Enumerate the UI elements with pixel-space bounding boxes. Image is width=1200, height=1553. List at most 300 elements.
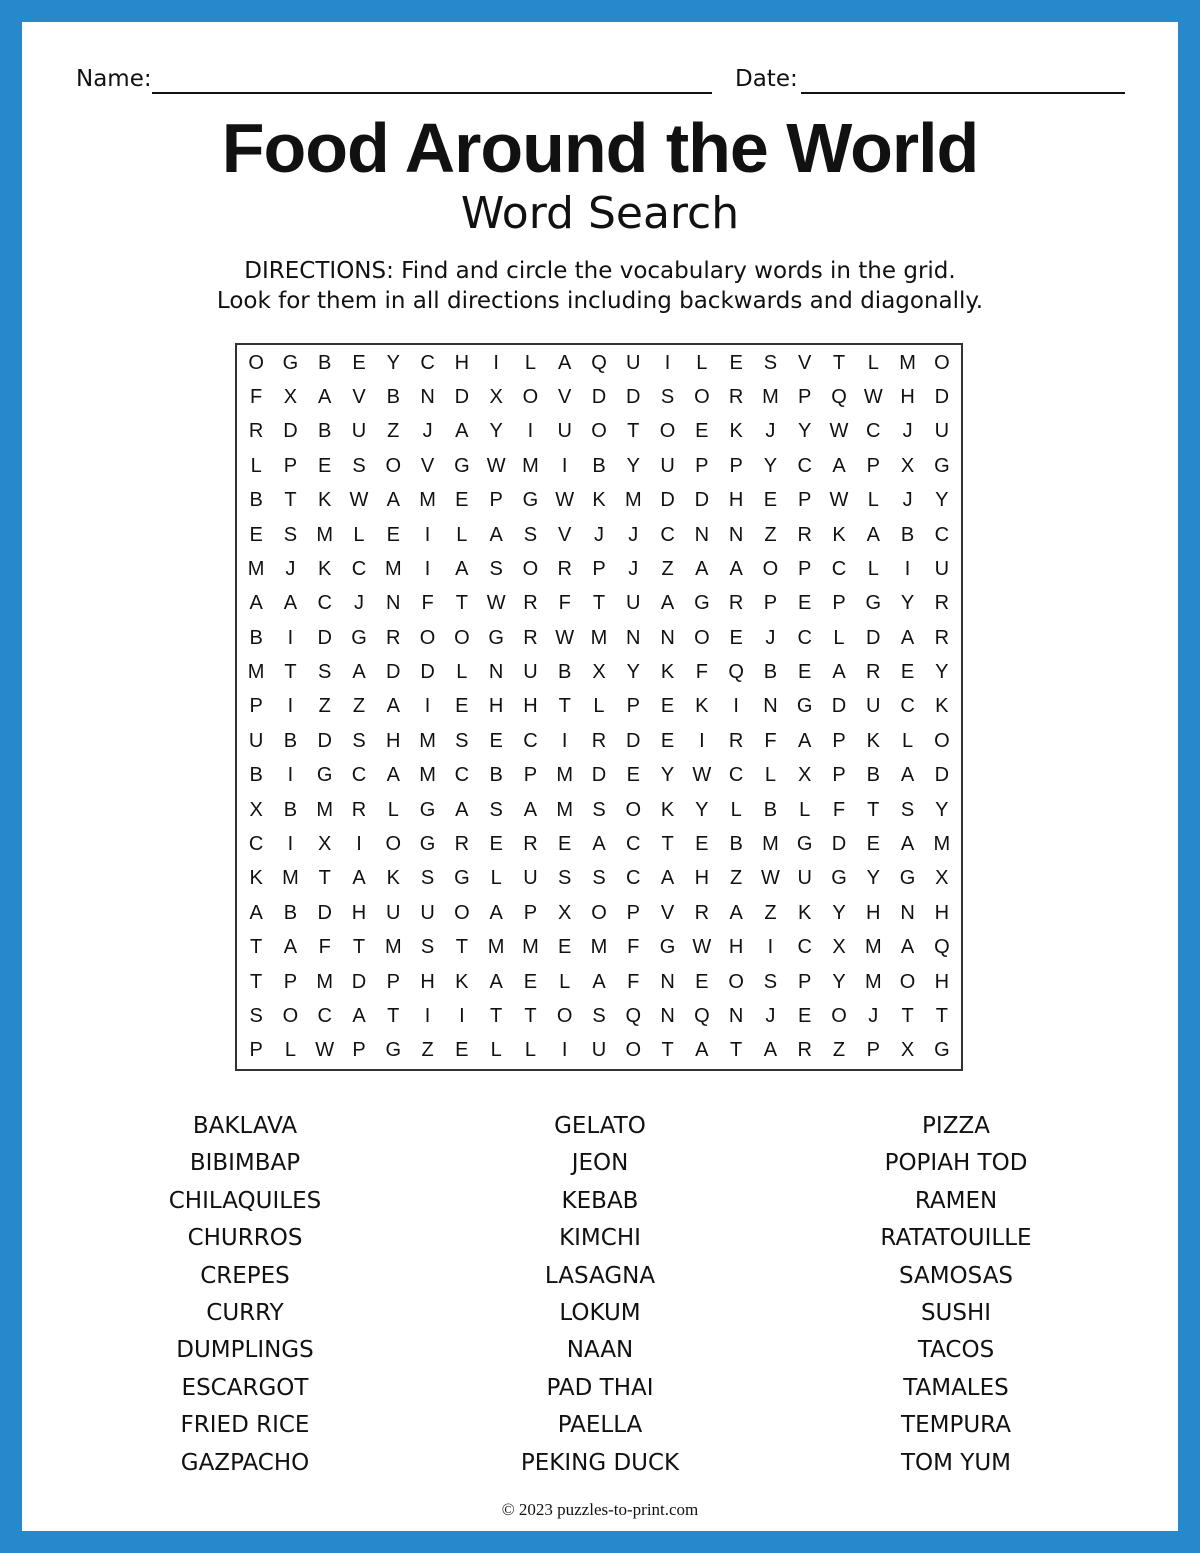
grid-letter[interactable]: W — [315, 1039, 335, 1062]
grid-letter[interactable]: X — [489, 386, 503, 409]
grid-letter[interactable]: I — [493, 351, 499, 374]
grid-letter[interactable]: E — [558, 833, 572, 856]
grid-letter[interactable]: Y — [626, 661, 640, 684]
grid-letter[interactable]: X — [249, 798, 263, 821]
grid-letter[interactable]: U — [934, 557, 950, 580]
grid-letter[interactable]: S — [489, 557, 503, 580]
grid-letter[interactable]: G — [419, 798, 436, 821]
grid-letter[interactable]: W — [829, 420, 849, 443]
grid-letter[interactable]: I — [733, 695, 739, 718]
grid-letter[interactable]: Z — [318, 695, 331, 718]
grid-letter[interactable]: L — [456, 523, 468, 546]
grid-letter[interactable]: L — [902, 729, 914, 752]
grid-letter[interactable]: A — [763, 1039, 778, 1062]
grid-letter[interactable]: I — [356, 833, 362, 856]
grid-letter[interactable]: C — [248, 833, 264, 856]
grid-letter[interactable]: P — [832, 729, 846, 752]
grid-letter[interactable]: H — [728, 489, 744, 512]
grid-letter[interactable]: A — [695, 557, 709, 580]
grid-letter[interactable]: L — [593, 695, 605, 718]
grid-letter[interactable]: Q — [934, 936, 950, 959]
grid-letter[interactable]: X — [900, 1039, 915, 1062]
grid-letter[interactable]: R — [934, 592, 950, 615]
grid-letter[interactable]: O — [591, 901, 607, 924]
grid-letter[interactable]: S — [283, 523, 298, 546]
grid-letter[interactable]: U — [591, 1039, 607, 1062]
grid-letter[interactable]: A — [798, 729, 812, 752]
grid-letter[interactable]: O — [762, 557, 779, 580]
grid-letter[interactable]: R — [694, 901, 710, 924]
grid-letter[interactable]: W — [486, 454, 506, 477]
grid-letter[interactable]: Y — [386, 351, 400, 374]
grid-letter[interactable]: M — [590, 626, 608, 649]
grid-letter[interactable]: K — [660, 661, 675, 684]
grid-letter[interactable]: E — [523, 970, 538, 993]
grid-letter[interactable]: A — [900, 626, 915, 649]
grid-letter[interactable]: M — [316, 523, 334, 546]
grid-letter[interactable]: B — [283, 901, 298, 924]
grid-letter[interactable]: M — [556, 798, 574, 821]
grid-letter[interactable]: G — [899, 867, 916, 890]
grid-letter[interactable]: O — [694, 626, 710, 649]
grid-letter[interactable]: X — [798, 764, 812, 787]
grid-letter[interactable]: I — [424, 695, 431, 718]
grid-letter[interactable]: Y — [763, 454, 778, 477]
grid-letter[interactable]: K — [318, 557, 332, 580]
grid-letter[interactable]: D — [283, 420, 298, 443]
grid-letter[interactable]: M — [590, 936, 608, 959]
grid-letter[interactable]: Z — [421, 1039, 434, 1062]
grid-letter[interactable]: E — [729, 626, 743, 649]
grid-letter[interactable]: C — [317, 1004, 332, 1027]
grid-letter[interactable]: M — [522, 454, 539, 477]
grid-letter[interactable]: P — [798, 970, 812, 993]
grid-letter[interactable]: O — [248, 351, 264, 374]
grid-letter[interactable]: N — [660, 970, 675, 993]
grid-letter[interactable]: A — [729, 557, 743, 580]
grid-letter[interactable]: P — [626, 695, 640, 718]
grid-letter[interactable]: Y — [935, 489, 949, 512]
grid-letter[interactable]: P — [695, 454, 709, 477]
grid-letter[interactable]: L — [490, 1039, 502, 1062]
grid-letter[interactable]: D — [831, 695, 847, 718]
grid-letter[interactable]: D — [934, 386, 950, 409]
grid-letter[interactable]: Z — [730, 867, 743, 890]
grid-letter[interactable]: T — [558, 695, 571, 718]
grid-letter[interactable]: Z — [352, 695, 366, 718]
grid-letter[interactable]: C — [626, 867, 641, 890]
grid-letter[interactable]: D — [591, 386, 607, 409]
grid-letter[interactable]: P — [763, 592, 778, 615]
grid-letter[interactable]: T — [455, 592, 468, 615]
grid-letter[interactable]: L — [490, 867, 502, 890]
grid-letter[interactable]: E — [626, 764, 640, 787]
grid-letter[interactable]: U — [420, 901, 435, 924]
grid-letter[interactable]: J — [628, 523, 639, 546]
grid-letter[interactable]: O — [454, 626, 470, 649]
grid-letter[interactable]: Q — [831, 386, 847, 409]
grid-letter[interactable]: N — [626, 626, 641, 649]
grid-letter[interactable]: M — [316, 970, 334, 993]
grid-letter[interactable]: H — [900, 386, 915, 409]
grid-letter[interactable]: F — [627, 970, 640, 993]
grid-letter[interactable]: M — [899, 351, 916, 374]
grid-letter[interactable]: M — [556, 764, 574, 787]
grid-letter[interactable]: P — [352, 1039, 366, 1062]
grid-letter[interactable]: T — [455, 936, 468, 959]
grid-letter[interactable]: Q — [694, 1004, 710, 1027]
grid-letter[interactable]: G — [522, 489, 539, 512]
grid-letter[interactable]: L — [833, 626, 845, 649]
grid-letter[interactable]: E — [660, 695, 675, 718]
grid-letter[interactable]: N — [488, 661, 504, 684]
grid-letter[interactable]: A — [832, 661, 846, 684]
grid-letter[interactable]: D — [386, 661, 401, 684]
grid-letter[interactable]: T — [318, 867, 331, 890]
grid-letter[interactable]: I — [767, 936, 774, 959]
grid-letter[interactable]: H — [488, 695, 504, 718]
grid-letter[interactable]: O — [522, 386, 539, 409]
grid-letter[interactable]: A — [489, 523, 503, 546]
grid-letter[interactable]: U — [626, 592, 641, 615]
grid-letter[interactable]: X — [935, 867, 949, 890]
grid-letter[interactable]: T — [490, 1004, 503, 1027]
grid-letter[interactable]: V — [798, 351, 812, 374]
grid-letter[interactable]: I — [287, 833, 294, 856]
grid-letter[interactable]: D — [351, 970, 367, 993]
grid-letter[interactable]: E — [455, 1039, 469, 1062]
grid-letter[interactable]: T — [867, 798, 880, 821]
grid-letter[interactable]: D — [626, 386, 641, 409]
grid-letter[interactable]: O — [625, 1039, 642, 1062]
grid-letter[interactable]: F — [627, 936, 640, 959]
grid-letter[interactable]: V — [660, 901, 675, 924]
grid-letter[interactable]: P — [489, 489, 503, 512]
grid-letter[interactable]: I — [664, 351, 671, 374]
grid-letter[interactable]: Y — [626, 454, 640, 477]
grid-letter[interactable]: N — [660, 626, 675, 649]
grid-letter[interactable]: T — [250, 970, 263, 993]
grid-letter[interactable]: A — [592, 833, 606, 856]
grid-letter[interactable]: U — [866, 695, 881, 718]
grid-letter[interactable]: Z — [764, 901, 777, 924]
grid-letter[interactable]: P — [386, 970, 400, 993]
grid-letter[interactable]: B — [558, 661, 572, 684]
grid-letter[interactable]: S — [489, 798, 503, 821]
grid-letter[interactable]: I — [424, 1004, 431, 1027]
grid-letter[interactable]: N — [386, 592, 401, 615]
grid-letter[interactable]: E — [489, 833, 503, 856]
grid-letter[interactable]: S — [558, 867, 572, 890]
grid-letter[interactable]: I — [527, 420, 534, 443]
grid-letter[interactable]: O — [934, 351, 950, 374]
grid-letter[interactable]: I — [699, 729, 705, 752]
grid-letter[interactable]: O — [831, 1004, 847, 1027]
grid-letter[interactable]: T — [352, 936, 366, 959]
grid-letter[interactable]: Y — [935, 798, 949, 821]
grid-letter[interactable]: J — [285, 557, 296, 580]
grid-letter[interactable]: T — [901, 1004, 914, 1027]
grid-letter[interactable]: E — [352, 351, 366, 374]
grid-letter[interactable]: D — [866, 626, 881, 649]
grid-letter[interactable]: D — [934, 764, 950, 787]
grid-letter[interactable]: T — [661, 833, 674, 856]
grid-letter[interactable]: C — [797, 454, 812, 477]
grid-letter[interactable]: L — [799, 798, 811, 821]
grid-letter[interactable]: S — [352, 454, 366, 477]
grid-letter[interactable]: Y — [935, 661, 949, 684]
grid-letter[interactable]: A — [283, 592, 298, 615]
grid-letter[interactable]: K — [318, 489, 332, 512]
grid-letter[interactable]: J — [628, 557, 639, 580]
grid-letter[interactable]: S — [660, 386, 675, 409]
grid-letter[interactable]: J — [422, 420, 433, 443]
grid-letter[interactable]: O — [625, 798, 642, 821]
grid-letter[interactable]: Y — [900, 592, 915, 615]
grid-letter[interactable]: H — [351, 901, 367, 924]
grid-letter[interactable]: R — [523, 833, 538, 856]
grid-letter[interactable]: R — [386, 626, 401, 649]
grid-letter[interactable]: D — [317, 901, 332, 924]
grid-letter[interactable]: E — [695, 420, 709, 443]
grid-letter[interactable]: L — [456, 661, 468, 684]
grid-letter[interactable]: T — [935, 1004, 948, 1027]
grid-letter[interactable]: I — [287, 764, 294, 787]
grid-letter[interactable]: O — [899, 970, 916, 993]
grid-letter[interactable]: W — [555, 626, 575, 649]
grid-letter[interactable]: C — [351, 557, 367, 580]
grid-letter[interactable]: H — [420, 970, 435, 993]
grid-letter[interactable]: E — [660, 729, 675, 752]
grid-letter[interactable]: C — [660, 523, 675, 546]
grid-letter[interactable]: P — [729, 454, 743, 477]
grid-letter[interactable]: R — [728, 592, 744, 615]
grid-letter[interactable]: C — [626, 833, 641, 856]
grid-letter[interactable]: M — [419, 729, 436, 752]
grid-letter[interactable]: A — [249, 592, 263, 615]
grid-letter[interactable]: O — [385, 454, 402, 477]
grid-letter[interactable]: S — [420, 867, 435, 890]
grid-letter[interactable]: O — [522, 557, 539, 580]
grid-letter[interactable]: M — [624, 489, 642, 512]
grid-letter[interactable]: S — [592, 867, 606, 890]
grid-letter[interactable]: A — [455, 420, 469, 443]
grid-letter[interactable]: P — [283, 454, 298, 477]
grid-letter[interactable]: G — [694, 592, 710, 615]
grid-letter[interactable]: U — [248, 729, 264, 752]
grid-letter[interactable]: K — [935, 695, 949, 718]
grid-letter[interactable]: S — [592, 1004, 606, 1027]
grid-letter[interactable]: A — [386, 695, 400, 718]
grid-letter[interactable]: I — [459, 1004, 465, 1027]
grid-letter[interactable]: L — [524, 1039, 536, 1062]
grid-letter[interactable]: H — [386, 729, 401, 752]
grid-letter[interactable]: P — [798, 386, 812, 409]
grid-letter[interactable]: L — [559, 970, 571, 993]
grid-letter[interactable]: B — [763, 798, 778, 821]
grid-letter[interactable]: S — [763, 970, 778, 993]
grid-letter[interactable]: F — [318, 936, 331, 959]
grid-letter[interactable]: E — [900, 661, 915, 684]
grid-letter[interactable]: D — [317, 626, 332, 649]
grid-letter[interactable]: R — [351, 798, 367, 821]
grid-letter[interactable]: A — [729, 901, 743, 924]
grid-letter[interactable]: M — [419, 489, 436, 512]
grid-letter[interactable]: J — [868, 1004, 879, 1027]
grid-letter[interactable]: Y — [798, 420, 812, 443]
grid-letter[interactable]: M — [247, 557, 265, 580]
grid-letter[interactable]: I — [424, 523, 431, 546]
grid-letter[interactable]: M — [522, 936, 539, 959]
grid-letter[interactable]: L — [284, 1039, 296, 1062]
grid-letter[interactable]: X — [592, 661, 606, 684]
grid-letter[interactable]: G — [488, 626, 504, 649]
grid-letter[interactable]: A — [900, 833, 915, 856]
grid-letter[interactable]: B — [318, 420, 332, 443]
grid-letter[interactable]: F — [764, 729, 777, 752]
grid-letter[interactable]: G — [385, 1039, 402, 1062]
grid-letter[interactable]: C — [454, 764, 470, 787]
grid-letter[interactable]: W — [692, 764, 712, 787]
grid-letter[interactable]: S — [763, 351, 778, 374]
grid-letter[interactable]: R — [728, 386, 744, 409]
grid-letter[interactable]: R — [248, 420, 264, 443]
grid-letter[interactable]: D — [660, 489, 675, 512]
grid-letter[interactable]: D — [626, 729, 641, 752]
grid-letter[interactable]: N — [694, 523, 710, 546]
grid-letter[interactable]: C — [351, 764, 367, 787]
grid-letter[interactable]: K — [455, 970, 469, 993]
grid-letter[interactable]: R — [523, 592, 538, 615]
grid-letter[interactable]: S — [455, 729, 469, 752]
grid-letter[interactable]: G — [419, 833, 436, 856]
grid-letter[interactable]: R — [728, 729, 744, 752]
grid-letter[interactable]: U — [351, 420, 367, 443]
grid-letter[interactable]: B — [866, 764, 880, 787]
grid-letter[interactable]: K — [832, 523, 846, 546]
grid-letter[interactable]: A — [386, 489, 400, 512]
grid-letter[interactable]: M — [933, 833, 951, 856]
grid-letter[interactable]: L — [764, 764, 776, 787]
grid-letter[interactable]: G — [282, 351, 299, 374]
grid-letter[interactable]: M — [316, 798, 334, 821]
grid-letter[interactable]: M — [864, 936, 882, 959]
grid-letter[interactable]: G — [316, 764, 333, 787]
grid-letter[interactable]: O — [419, 626, 436, 649]
grid-letter[interactable]: G — [659, 936, 676, 959]
grid-letter[interactable]: G — [454, 454, 470, 477]
grid-letter[interactable]: W — [863, 386, 883, 409]
grid-letter[interactable]: A — [386, 764, 400, 787]
grid-letter[interactable]: T — [592, 592, 606, 615]
grid-letter[interactable]: E — [798, 592, 812, 615]
grid-letter[interactable]: T — [387, 1004, 400, 1027]
grid-letter[interactable]: A — [866, 523, 880, 546]
grid-letter[interactable]: U — [660, 454, 675, 477]
grid-letter[interactable]: P — [523, 764, 538, 787]
grid-letter[interactable]: M — [384, 557, 402, 580]
grid-letter[interactable]: A — [523, 798, 538, 821]
grid-letter[interactable]: R — [557, 557, 572, 580]
grid-letter[interactable]: R — [934, 626, 950, 649]
grid-letter[interactable]: J — [765, 1004, 776, 1027]
grid-letter[interactable]: D — [317, 729, 332, 752]
grid-letter[interactable]: G — [796, 833, 813, 856]
grid-letter[interactable]: S — [318, 661, 332, 684]
grid-letter[interactable]: L — [867, 351, 879, 374]
grid-letter[interactable]: O — [659, 420, 676, 443]
grid-letter[interactable]: I — [424, 557, 431, 580]
grid-letter[interactable]: H — [934, 970, 950, 993]
grid-letter[interactable]: P — [523, 901, 538, 924]
grid-letter[interactable]: W — [829, 489, 849, 512]
grid-letter[interactable]: M — [762, 833, 779, 856]
grid-letter[interactable]: W — [349, 489, 369, 512]
grid-letter[interactable]: J — [765, 420, 776, 443]
grid-letter[interactable]: E — [455, 489, 469, 512]
grid-letter[interactable]: B — [283, 729, 298, 752]
grid-letter[interactable]: H — [694, 867, 710, 890]
grid-letter[interactable]: G — [934, 454, 950, 477]
grid-letter[interactable]: F — [421, 592, 434, 615]
grid-letter[interactable]: J — [765, 626, 776, 649]
grid-letter[interactable]: O — [728, 970, 744, 993]
grid-letter[interactable]: E — [489, 729, 503, 752]
grid-letter[interactable]: R — [523, 626, 538, 649]
grid-letter[interactable]: K — [386, 867, 400, 890]
grid-letter[interactable]: X — [283, 386, 298, 409]
grid-letter[interactable]: T — [524, 1004, 537, 1027]
grid-letter[interactable]: K — [695, 695, 709, 718]
grid-letter[interactable]: Y — [660, 764, 675, 787]
grid-letter[interactable]: X — [832, 936, 846, 959]
grid-letter[interactable]: O — [454, 901, 470, 924]
grid-letter[interactable]: A — [283, 936, 298, 959]
grid-letter[interactable]: A — [352, 1004, 366, 1027]
grid-letter[interactable]: U — [797, 867, 812, 890]
grid-letter[interactable]: A — [660, 867, 675, 890]
grid-letter[interactable]: R — [454, 833, 470, 856]
grid-letter[interactable]: F — [832, 798, 846, 821]
grid-letter[interactable]: B — [386, 386, 400, 409]
grid-letter[interactable]: Y — [832, 901, 846, 924]
grid-letter[interactable]: A — [318, 386, 332, 409]
grid-letter[interactable]: H — [454, 351, 470, 374]
grid-letter[interactable]: Q — [591, 351, 607, 374]
grid-letter[interactable]: G — [796, 695, 813, 718]
grid-letter[interactable]: A — [592, 970, 606, 993]
grid-letter[interactable]: E — [866, 833, 880, 856]
grid-letter[interactable]: L — [353, 523, 365, 546]
grid-letter[interactable]: C — [420, 351, 435, 374]
grid-letter[interactable]: B — [249, 626, 263, 649]
grid-letter[interactable]: N — [420, 386, 435, 409]
grid-letter[interactable]: A — [489, 970, 503, 993]
grid-letter[interactable]: B — [249, 764, 263, 787]
grid-letter[interactable]: S — [420, 936, 435, 959]
grid-letter[interactable]: U — [626, 351, 641, 374]
grid-letter[interactable]: O — [385, 833, 402, 856]
grid-letter[interactable]: P — [592, 557, 606, 580]
grid-letter[interactable]: D — [591, 764, 607, 787]
grid-letter[interactable]: K — [592, 489, 606, 512]
grid-letter[interactable]: N — [728, 523, 744, 546]
grid-letter[interactable]: V — [352, 386, 366, 409]
grid-letter[interactable]: O — [694, 386, 710, 409]
grid-letter[interactable]: C — [831, 557, 847, 580]
grid-letter[interactable]: E — [729, 351, 743, 374]
grid-letter[interactable]: H — [866, 901, 881, 924]
